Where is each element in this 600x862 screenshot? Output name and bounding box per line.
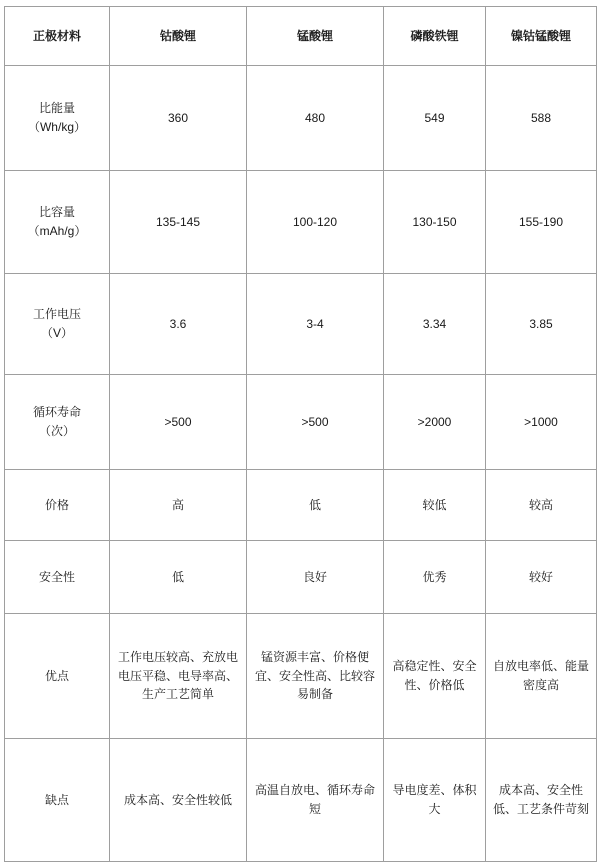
cell-working-voltage-2: 3-4 <box>247 274 384 375</box>
row-header-cycle-life <box>5 375 110 470</box>
cell-cycle-life-1: >500 <box>110 375 247 470</box>
cell-specific-energy-3: 549 <box>384 66 486 171</box>
cell-specific-energy-2: 480 <box>247 66 384 171</box>
table-header-row <box>5 7 597 66</box>
row-header-safety: 安全性 <box>5 541 110 614</box>
cathode-material-comparison-table <box>4 6 597 862</box>
cell-working-voltage-3: 3.34 <box>384 274 486 375</box>
cell-safety-4: 较好 <box>486 541 597 614</box>
column-header-1: 钴酸锂 <box>110 7 247 66</box>
cell-specific-capacity-3: 130-150 <box>384 171 486 274</box>
cell-price-2: 低 <box>247 470 384 541</box>
column-header-4: 镍钴锰酸锂 <box>486 7 597 66</box>
cell-specific-capacity-4: 155-190 <box>486 171 597 274</box>
cell-disadvantages-3: 导电度差、体积大 <box>384 739 486 862</box>
row-header-specific-energy <box>5 66 110 171</box>
cell-advantages-2: 锰资源丰富、价格便宜、安全性高、比较容易制备 <box>247 614 384 739</box>
cell-cycle-life-2: >500 <box>247 375 384 470</box>
cell-safety-1: 低 <box>110 541 247 614</box>
cell-advantages-3: 高稳定性、安全性、价格低 <box>384 614 486 739</box>
cell-price-1: 高 <box>110 470 247 541</box>
table-row <box>5 541 597 614</box>
row-label: 比能量 <box>38 100 75 115</box>
row-unit: （mAh/g） <box>27 224 87 239</box>
cell-safety-2: 良好 <box>247 541 384 614</box>
row-header-specific-capacity <box>5 171 110 274</box>
table-row <box>5 470 597 541</box>
row-header-advantages: 优点 <box>5 614 110 739</box>
row-label: 比容量 <box>38 204 75 219</box>
cell-working-voltage-4: 3.85 <box>486 274 597 375</box>
row-header-price: 价格 <box>5 470 110 541</box>
cell-price-4: 较高 <box>486 470 597 541</box>
cell-cycle-life-3: >2000 <box>384 375 486 470</box>
row-unit: （次） <box>38 424 75 439</box>
cell-disadvantages-1: 成本高、安全性较低 <box>110 739 247 862</box>
table-row <box>5 171 597 274</box>
table-row <box>5 375 597 470</box>
row-header-disadvantages: 缺点 <box>5 739 110 862</box>
cell-advantages-4: 自放电率低、能量密度高 <box>486 614 597 739</box>
table-row <box>5 614 597 739</box>
cell-specific-energy-1: 360 <box>110 66 247 171</box>
column-header-3: 磷酸铁锂 <box>384 7 486 66</box>
row-unit: （V） <box>40 326 73 341</box>
cell-price-3: 较低 <box>384 470 486 541</box>
cell-advantages-1: 工作电压较高、充放电电压平稳、电导率高、生产工艺简单 <box>110 614 247 739</box>
cell-specific-capacity-1: 135-145 <box>110 171 247 274</box>
cell-disadvantages-2: 高温自放电、循环寿命短 <box>247 739 384 862</box>
cell-working-voltage-1: 3.6 <box>110 274 247 375</box>
cell-cycle-life-4: >1000 <box>486 375 597 470</box>
cell-specific-energy-4: 588 <box>486 66 597 171</box>
row-unit: （Wh/kg） <box>27 120 86 135</box>
row-header-working-voltage <box>5 274 110 375</box>
row-label: 工作电压 <box>32 306 81 321</box>
cell-specific-capacity-2: 100-120 <box>247 171 384 274</box>
column-header-2: 锰酸锂 <box>247 7 384 66</box>
table-row <box>5 274 597 375</box>
cell-safety-3: 优秀 <box>384 541 486 614</box>
table-row <box>5 66 597 171</box>
table-row <box>5 739 597 862</box>
row-label: 循环寿命 <box>32 404 81 419</box>
cell-disadvantages-4: 成本高、安全性低、工艺条件苛刻 <box>486 739 597 862</box>
table-corner-label: 正极材料 <box>5 7 110 66</box>
